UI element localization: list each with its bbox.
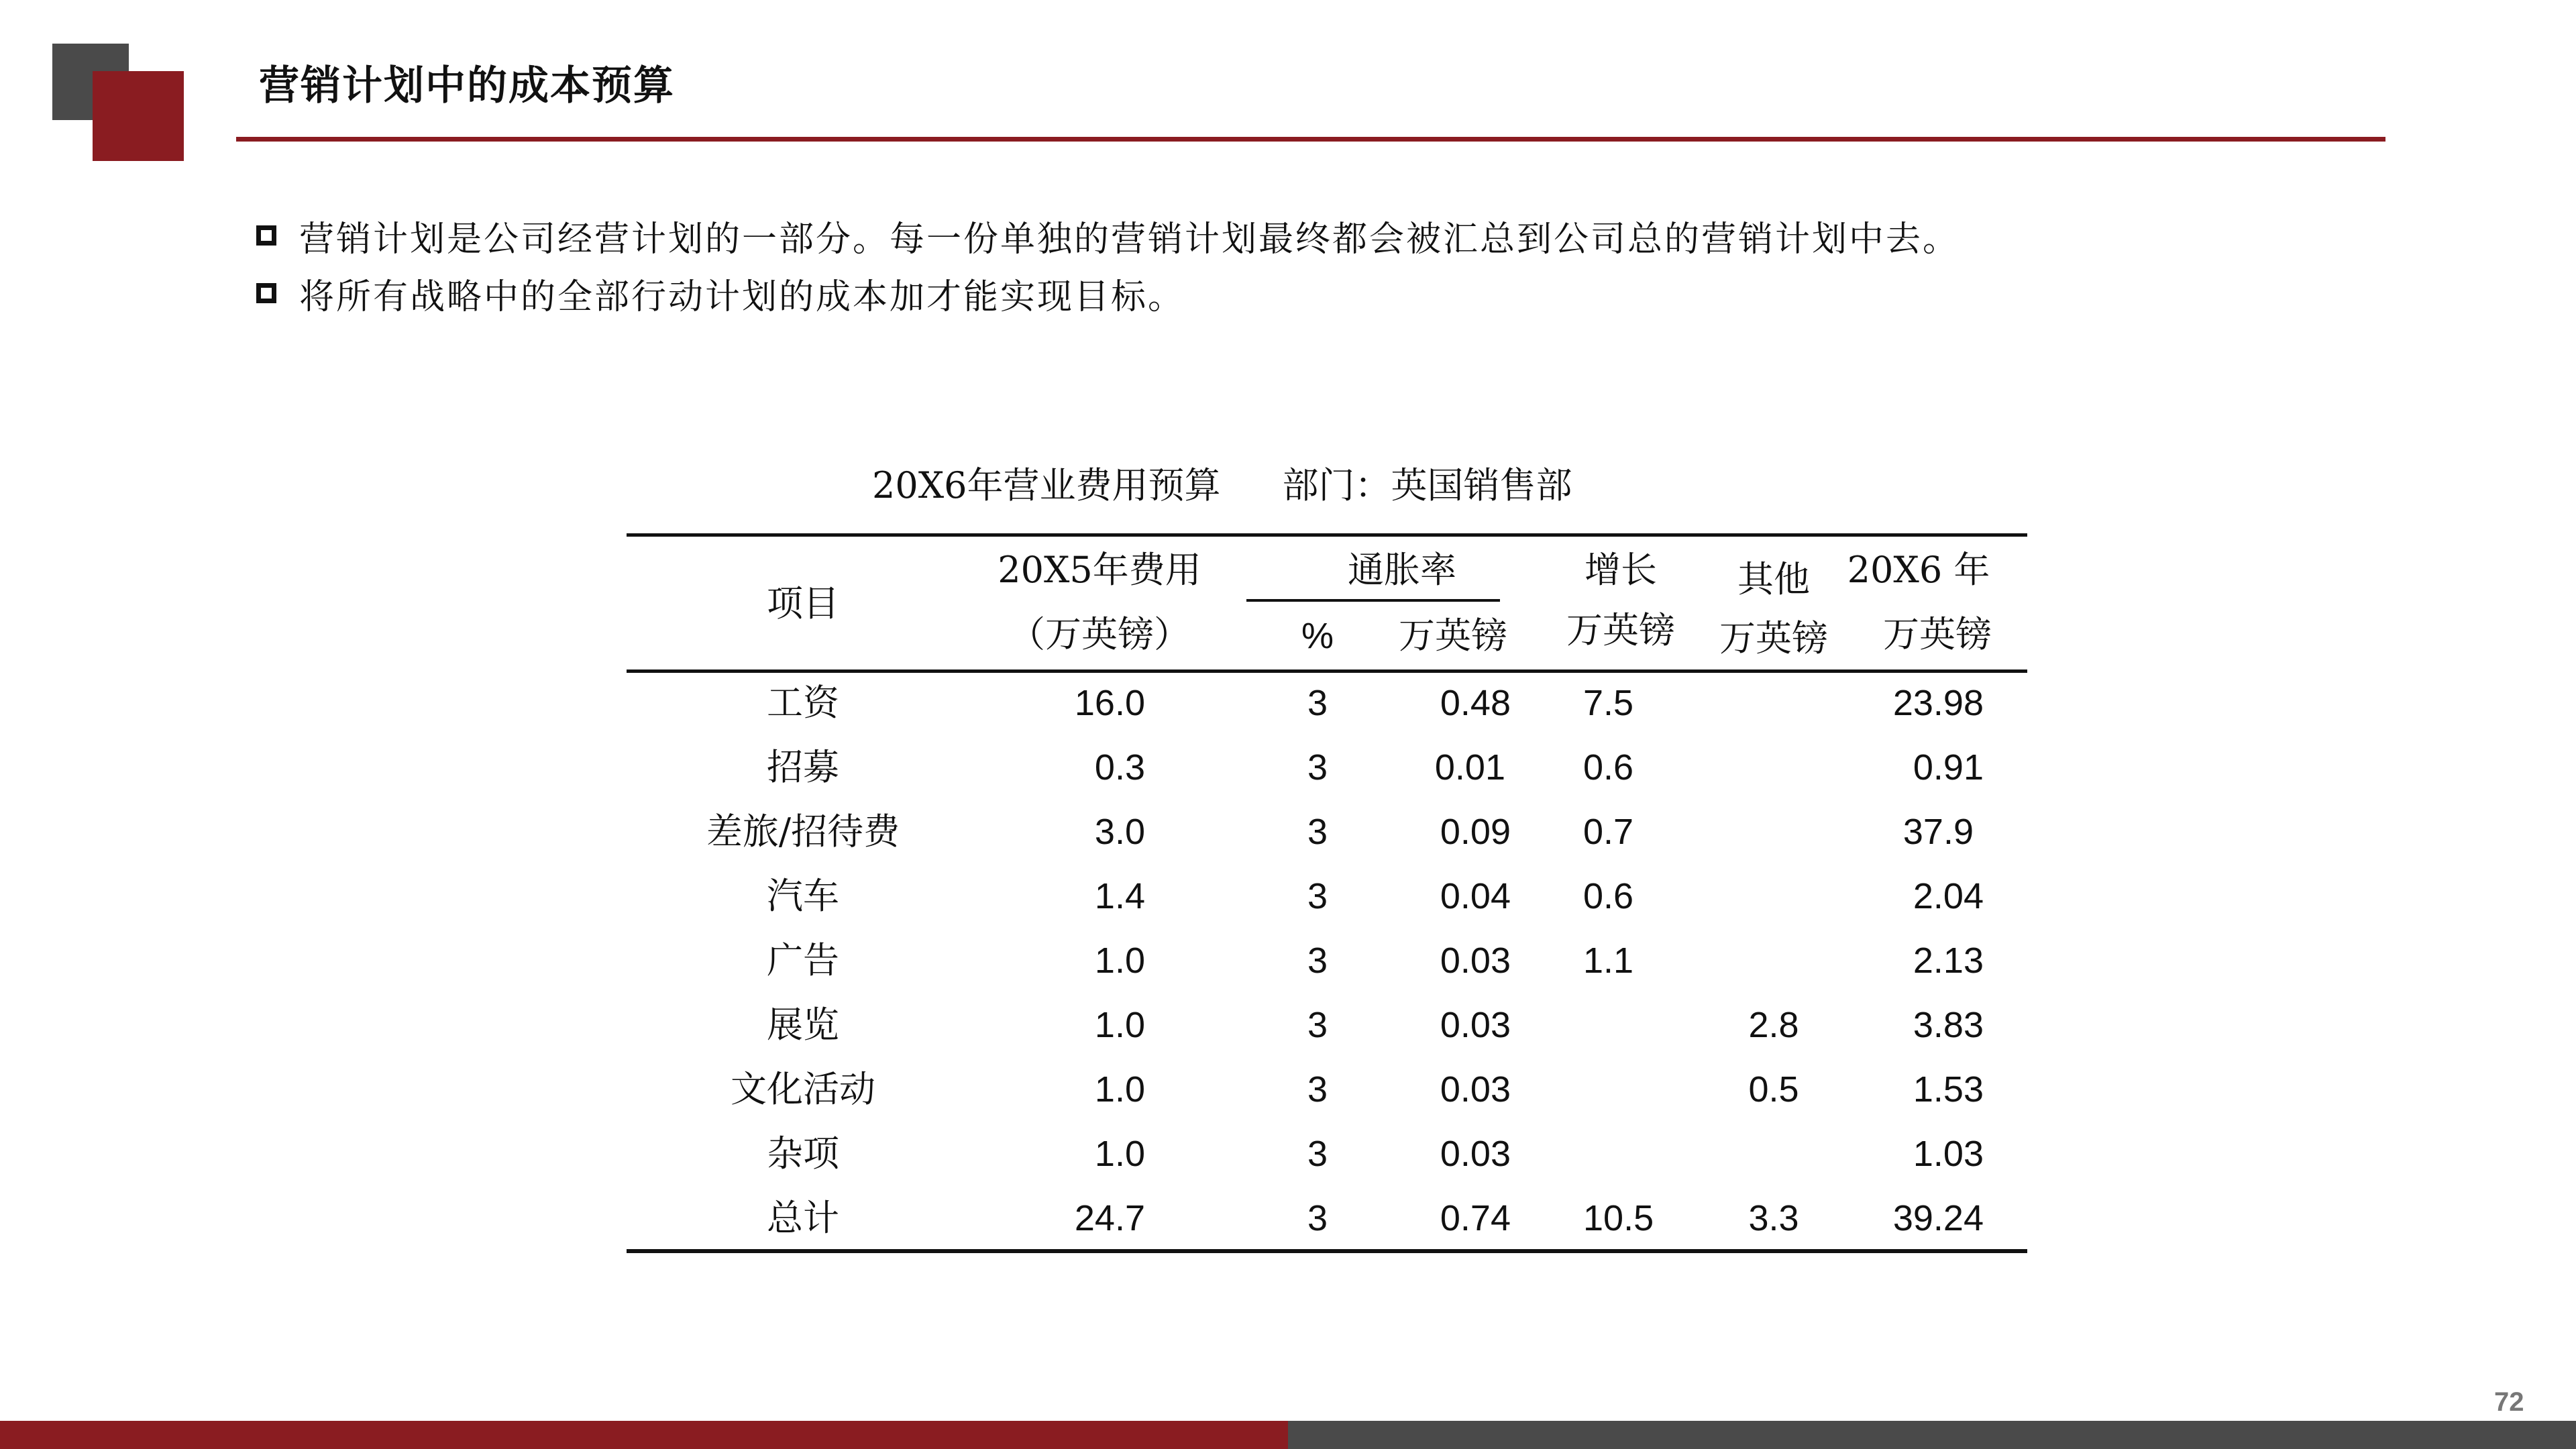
cell-growth: 10.5 <box>1583 1198 1654 1238</box>
cell-item: 总计 <box>767 1197 839 1239</box>
cell-item: 汽车 <box>767 875 839 917</box>
cell-other: 2.8 <box>1748 1005 1799 1045</box>
budget-table <box>627 533 2027 1254</box>
bullet-text: 将所有战略中的全部行动计划的成本加才能实现目标。 <box>299 276 1185 317</box>
cell-prev: 16.0 <box>1074 683 1145 723</box>
cell-item: 广告 <box>767 939 839 981</box>
cell-next: 39.24 <box>1892 1198 1984 1238</box>
cell-pct: 3 <box>1307 1198 1328 1238</box>
cell-pct: 3 <box>1307 747 1328 788</box>
square-bullet-icon <box>256 283 276 303</box>
footer-bar-red <box>0 1421 1288 1449</box>
cell-pct: 3 <box>1307 812 1328 852</box>
square-bullet-icon <box>256 225 276 246</box>
table-top-rule <box>627 533 2027 537</box>
footer-bar-grey <box>1288 1421 2576 1449</box>
cell-pct: 3 <box>1307 1005 1328 1045</box>
table-row <box>627 993 2027 1057</box>
cell-item: 招募 <box>767 746 839 788</box>
header-other: 其他 <box>1737 558 1810 600</box>
cell-inflation: 0.03 <box>1440 1134 1511 1174</box>
cell-next: 3.83 <box>1913 1005 1984 1045</box>
page-number: 72 <box>2494 1387 2524 1417</box>
cell-prev: 0.3 <box>1094 747 1145 788</box>
header-growth: 增长 <box>1585 549 1657 591</box>
cell-prev: 1.0 <box>1094 1005 1145 1045</box>
cell-next: 23.98 <box>1892 683 1984 723</box>
title-underline <box>236 137 2385 142</box>
cell-next: 1.53 <box>1913 1069 1984 1110</box>
cell-item: 差旅/招待费 <box>706 810 900 853</box>
cell-prev: 1.0 <box>1094 1134 1145 1174</box>
cell-growth: 0.6 <box>1583 876 1634 916</box>
cell-pct: 3 <box>1307 1134 1328 1174</box>
header-inflation-pct: % <box>1301 616 1334 656</box>
table-caption-title: 20X6年营业费用预算 <box>872 464 1221 506</box>
table-caption <box>872 459 1572 513</box>
cell-other: 3.3 <box>1748 1198 1799 1238</box>
header-prev-year-unit: （万英镑） <box>1009 613 1190 655</box>
cell-prev: 1.0 <box>1094 1069 1145 1110</box>
cell-next: 2.04 <box>1913 876 1984 916</box>
cell-prev: 24.7 <box>1074 1198 1145 1238</box>
cell-growth: 7.5 <box>1583 683 1634 723</box>
table-row <box>627 800 2027 864</box>
header-prev-year: 20X5年费用 <box>998 549 1201 591</box>
cell-growth: 1.1 <box>1583 941 1634 981</box>
cell-inflation: 0.04 <box>1440 876 1511 916</box>
cell-growth: 0.7 <box>1583 812 1634 852</box>
inflation-group-rule <box>1246 599 1500 602</box>
cell-next: 0.91 <box>1913 747 1984 788</box>
cell-pct: 3 <box>1307 941 1328 981</box>
cell-pct: 3 <box>1307 683 1328 723</box>
cell-growth: 0.6 <box>1583 747 1634 788</box>
table-row <box>627 735 2027 800</box>
bullet-item <box>256 264 2269 322</box>
slide-title: 营销计划中的成本预算 <box>259 62 675 109</box>
header-growth-unit: 万英镑 <box>1566 609 1675 651</box>
cell-inflation: 0.74 <box>1440 1198 1511 1238</box>
header-inflation: 通胀率 <box>1348 549 1456 591</box>
cell-next: 37.9 <box>1902 812 1974 852</box>
header-other-unit: 万英镑 <box>1719 617 1828 659</box>
table-row <box>627 928 2027 993</box>
cell-inflation: 0.03 <box>1440 941 1511 981</box>
header-item: 项目 <box>767 582 839 625</box>
header-decoration-red-square <box>93 71 184 161</box>
table-row <box>627 864 2027 928</box>
cell-next: 2.13 <box>1913 941 1984 981</box>
bullet-text: 营销计划是公司经营计划的一部分。每一份单独的营销计划最终都会被汇总到公司总的营销计划中去。 <box>299 219 1960 260</box>
bullet-item <box>256 207 2269 264</box>
cell-other: 0.5 <box>1748 1069 1799 1110</box>
cell-item: 文化活动 <box>731 1068 875 1110</box>
table-row <box>627 1057 2027 1122</box>
table-row <box>627 1122 2027 1186</box>
cell-inflation: 0.09 <box>1440 812 1511 852</box>
table-row <box>627 671 2027 735</box>
cell-pct: 3 <box>1307 1069 1328 1110</box>
table-row-total <box>627 1186 2027 1250</box>
cell-prev: 3.0 <box>1094 812 1145 852</box>
cell-pct: 3 <box>1307 876 1328 916</box>
cell-item: 工资 <box>767 682 839 724</box>
cell-inflation: 0.03 <box>1440 1005 1511 1045</box>
cell-item: 杂项 <box>767 1132 839 1175</box>
cell-inflation: 0.48 <box>1440 683 1511 723</box>
header-next-year: 20X6 年 <box>1847 549 1990 591</box>
cell-item: 展览 <box>767 1004 839 1046</box>
cell-prev: 1.4 <box>1094 876 1145 916</box>
table-caption-department: 部门：英国销售部 <box>1282 464 1572 506</box>
cell-inflation: 0.01 <box>1434 747 1505 788</box>
header-next-year-unit: 万英镑 <box>1883 613 1992 655</box>
cell-inflation: 0.03 <box>1440 1069 1511 1110</box>
cell-prev: 1.0 <box>1094 941 1145 981</box>
cell-next: 1.03 <box>1913 1134 1984 1174</box>
bullet-list <box>256 207 2269 322</box>
header-inflation-amount: 万英镑 <box>1399 614 1507 657</box>
